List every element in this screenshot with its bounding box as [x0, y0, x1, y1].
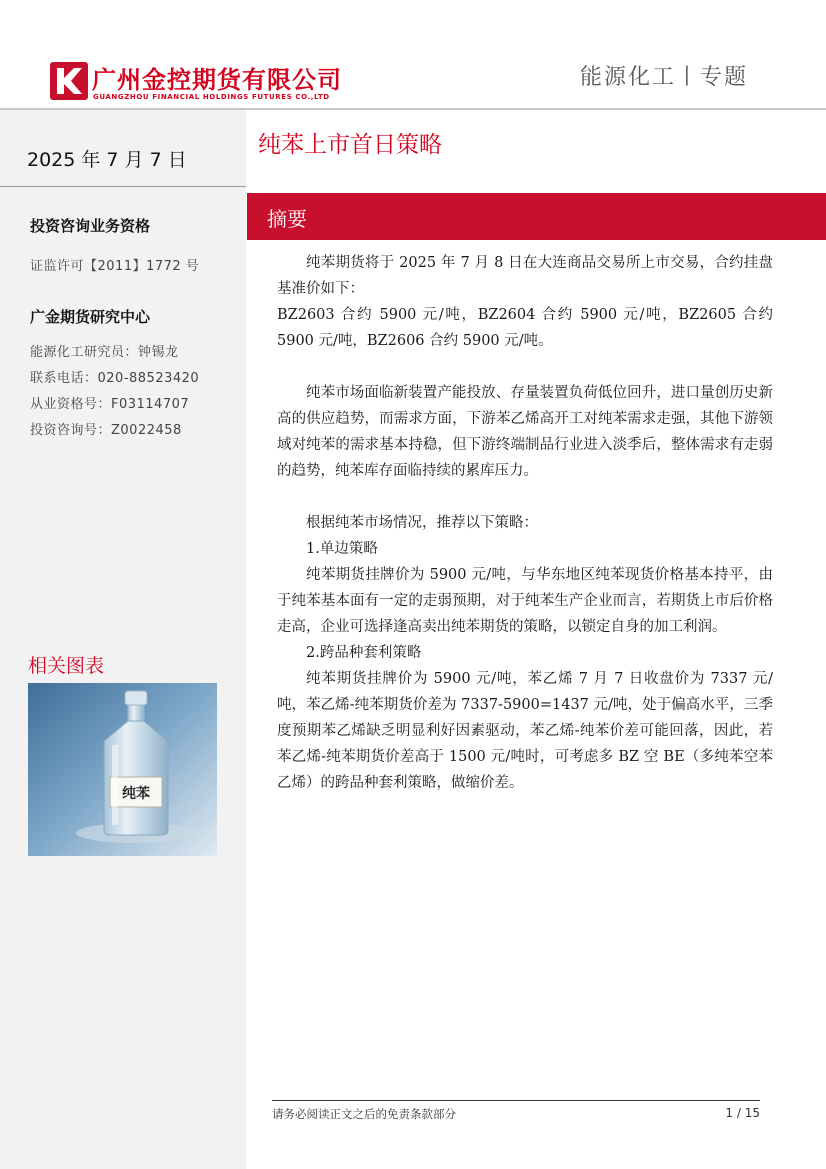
report-date: 2025 年 7 月 7 日 — [27, 149, 187, 171]
paragraph-spread-strategy: 纯苯期货挂牌价为 5900 元/吨，苯乙烯 7 月 7 日收盘价为 7337 元/吨，苯乙烯-纯苯期货价差为 7337-5900=1437 元/吨，处于偏高水平，三季度预期苯乙烯缺乏明显利好因素驱动，苯乙烯-纯苯价差可能回落，因此，若苯乙烯-纯苯期货价差高于 1500 元/吨时，可考虑多 BZ 空 BE（多纯苯空苯乙烯）的跨品种套利策略，做缩价差。 — [277, 671, 773, 791]
sidebar-divider — [0, 186, 246, 187]
bottle-label-text: 纯苯 — [122, 786, 150, 802]
summary-body — [277, 250, 773, 796]
analyst-name: 能源化工研究员：钟锡龙 — [30, 345, 179, 360]
disclaimer-note: 请务必阅读正文之后的免责条款部分 — [272, 1107, 456, 1121]
report-category: 能源化工丨专题 — [579, 65, 748, 90]
research-center-heading: 广金期货研究中心 — [30, 308, 151, 326]
company-logo-icon — [50, 62, 88, 100]
strategy-heading-outright: 1.单边策略 — [306, 541, 378, 557]
report-title: 纯苯上市首日策略 — [258, 132, 442, 158]
company-name-cn: 广州金控期货有限公司 — [92, 66, 342, 94]
license-number: 证监许可【2011】1772 号 — [30, 259, 200, 274]
strategy-heading-spread: 2.跨品种套利策略 — [306, 645, 422, 661]
paragraph-listing: 纯苯期货将于 2025 年 7 月 8 日在大连商品交易所上市交易，合约挂盘基准价如下： — [277, 255, 773, 297]
advisory-number: 投资咨询号：Z0022458 — [30, 423, 182, 438]
paragraph-strategy-intro: 根据纯苯市场情况，推荐以下策略： — [306, 515, 538, 531]
paragraph-contract-prices: BZ2603 合约 5900 元/吨，BZ2604 合约 5900 元/吨，BZ2605 合约 5900 元/吨，BZ2606 合约 5900 元/吨。 — [277, 307, 773, 349]
benzene-bottle-image — [28, 683, 217, 856]
contact-phone: 联系电话：020-88523420 — [30, 371, 200, 386]
summary-banner — [247, 193, 826, 240]
qualification-heading: 投资咨询业务资格 — [30, 217, 151, 235]
page-number: 1 / 15 — [725, 1106, 760, 1120]
company-name-en: GUANGZHOU FINANCIAL HOLDINGS FUTURES CO.,LTD — [93, 93, 330, 101]
paragraph-fundamentals: 纯苯市场面临新装置产能投放、存量装置负荷低位回升，进口量创历史新高的供应趋势，而需求方面，下游苯乙烯高开工对纯苯需求走强，其他下游领域对纯苯的需求基本持稳，但下游终端制品行业进入淡季后，整体需求有走弱的趋势，纯苯库存面临持续的累库压力。 — [277, 385, 773, 479]
certification-number: 从业资格号：F03114707 — [30, 397, 190, 412]
related-charts-title: 相关图表 — [28, 655, 105, 677]
footer-divider — [272, 1100, 760, 1101]
summary-label: 摘要 — [267, 207, 307, 231]
paragraph-outright-strategy: 纯苯期货挂牌价为 5900 元/吨，与华东地区纯苯现货价格基本持平，由于纯苯基本面有一定的走弱预期，对于纯苯生产企业而言，若期货上市后价格走高，企业可选择逢高卖出纯苯期货的策略，以锁定自身的加工利润。 — [277, 567, 773, 635]
